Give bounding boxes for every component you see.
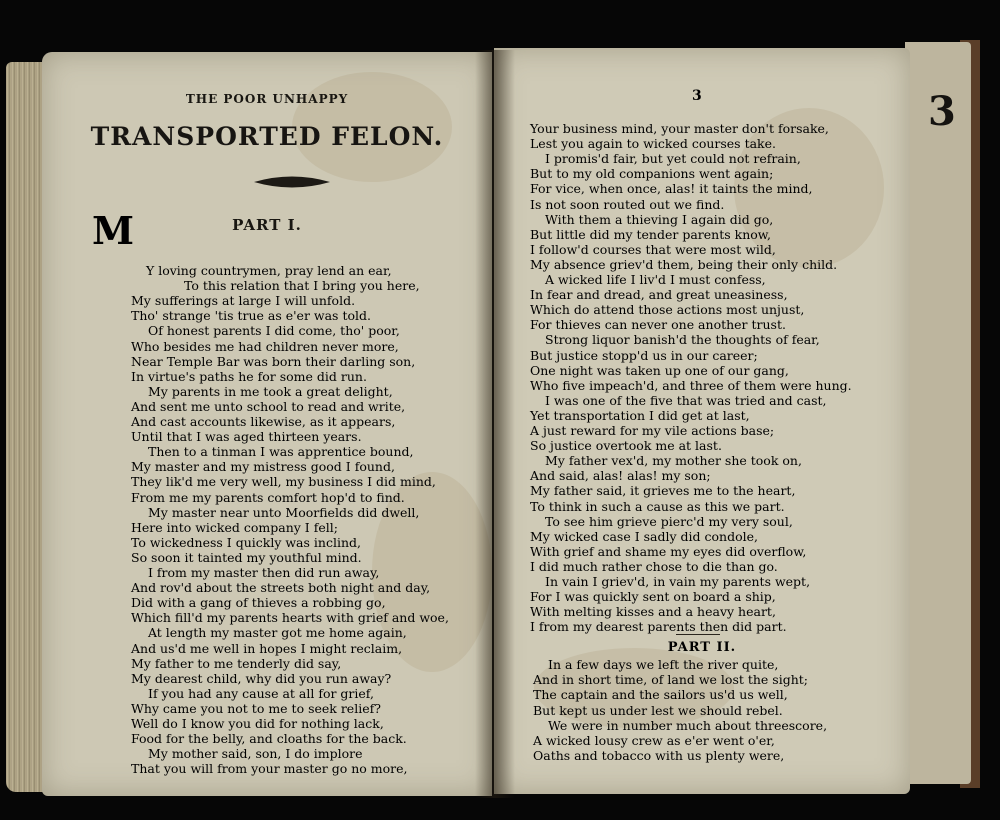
poem-line: But little did my tender parents know,	[530, 226, 771, 242]
underlying-page	[905, 42, 971, 784]
poem-line: I did much rather chose to die than go.	[530, 558, 778, 574]
poem-line: So justice overtook me at last.	[530, 438, 722, 454]
poem-line: In virtue's paths he for some did run.	[131, 368, 367, 384]
poem-line: And rov'd about the streets both night and day,	[131, 580, 431, 596]
poem-line: Then to a tinman I was apprentice bound,	[148, 444, 414, 460]
poem-line: And cast accounts likewise, as it appears,	[131, 414, 396, 429]
poem-line: And us'd me well in hopes I might reclaim,	[131, 640, 403, 656]
poem-line: So soon it tainted my youthful mind.	[131, 549, 362, 565]
poem-line: My master near unto Moorfields did dwell,	[148, 504, 420, 520]
poem-line: Well do I know you did for nothing lack,	[131, 716, 384, 731]
poem-line: In vain I griev'd, in vain my parents wept,	[545, 574, 811, 589]
poem-line: In fear and dread, and great uneasiness,	[530, 287, 788, 303]
poem-line: Y loving countrymen, pray lend an ear,	[146, 263, 392, 278]
poem-line: My sufferings at large I will unfold.	[131, 293, 356, 309]
poem-line: My absence griev'd them, being their only child.	[530, 256, 838, 272]
poem-line: My mother said, son, I do implore	[148, 746, 363, 762]
poem-line: Near Temple Bar was born their darling son,	[131, 353, 416, 369]
poem-line: Did with a gang of thieves a robbing go,	[131, 595, 386, 611]
drop-cap: M	[92, 208, 135, 253]
poem-line: A just reward for my vile actions base;	[530, 423, 775, 438]
poem-line: For vice, when once, alas! it taints the mind,	[530, 181, 813, 197]
poem-line: My dearest child, why did you run away?	[131, 670, 392, 686]
poem-line: To see him grieve pierc'd my very soul,	[545, 513, 793, 529]
poem-line: The captain and the sailors us'd us well,	[533, 687, 788, 703]
poem-line: My master and my mistress good I found,	[131, 459, 395, 475]
poem-line: Until that I was aged thirteen years.	[131, 429, 362, 445]
poem-line: With them a thieving I again did go,	[545, 211, 774, 227]
poem-line: They lik'd me very well, my business I did mind,	[131, 474, 436, 490]
poem-line: Lest you again to wicked courses take.	[530, 136, 776, 152]
poem-line: Tho' strange 'tis true as e'er was told.	[131, 308, 371, 324]
poem-line: My father to me tenderly did say,	[131, 655, 342, 671]
poem-line: Strong liquor banish'd the thoughts of fear,	[545, 332, 820, 348]
poem-line: My wicked case I sadly did condole,	[530, 528, 758, 544]
poem-line: Oaths and tobacco with us plenty were,	[533, 748, 785, 764]
poem-line: Is not soon routed out we find.	[530, 196, 725, 212]
poem-line: Of honest parents I did come, tho' poor,	[148, 323, 400, 339]
poem-line: My father vex'd, my mother she took on,	[545, 453, 802, 469]
running-header: THE POOR UNHAPPY	[185, 92, 349, 106]
poem-line: To think in such a cause as this we part.	[530, 498, 785, 514]
poem-line: I promis'd fair, but yet could not refrain,	[545, 151, 801, 167]
poem-line: My father said, it grieves me to the heart,	[530, 483, 796, 499]
poem-line: One night was taken up one of our gang,	[530, 362, 789, 378]
poem-line: With grief and shame my eyes did overflow,	[530, 543, 807, 559]
poem-line: A wicked life I liv'd I must confess,	[545, 272, 766, 287]
poem-line: I from my master then did run away,	[148, 565, 380, 580]
poem-line: For thieves can never one another trust.	[530, 317, 786, 333]
poem-line: Which fill'd my parents hearts with grief and woe,	[131, 610, 449, 626]
poem-line: Food for the belly, and cloaths for the back.	[131, 731, 407, 747]
poem-line: And in short time, of land we lost the sight;	[533, 672, 809, 688]
poem-line: I follow'd courses that were most wild,	[530, 241, 776, 257]
page-number: 3	[692, 88, 702, 104]
poem-line: My parents in me took a great delight,	[148, 383, 393, 399]
poem-line: That you will from your master go no more,	[131, 761, 408, 777]
poem-line: Yet transportation I did get at last,	[530, 407, 750, 423]
underlying-page-glyph: 3	[928, 88, 956, 135]
poem-line: A wicked lousy crew as e'er went o'er,	[533, 733, 775, 748]
poem-line: And said, alas! alas! my son;	[530, 468, 711, 484]
poem-line: To wickedness I quickly was inclind,	[131, 534, 361, 550]
part-two-heading: PART II.	[667, 640, 737, 655]
part-heading: PART I.	[232, 216, 302, 234]
poem-line: Who five impeach'd, and three of them were hung.	[530, 377, 852, 393]
poem-line: But kept us under lest we should rebel.	[533, 702, 783, 718]
poem-line: From me my parents comfort hop'd to find.	[131, 489, 405, 505]
poem-line: I was one of the five that was tried and cast,	[545, 392, 827, 408]
page-title: TRANSPORTED FELON.	[90, 122, 444, 151]
poem-line: With melting kisses and a heavy heart,	[530, 604, 776, 620]
poem-line: If you had any cause at all for grief,	[148, 685, 374, 701]
book-spine	[475, 50, 515, 798]
poem-line: And sent me unto school to read and write,	[131, 398, 406, 414]
poem-line: Your business mind, your master don't forsake,	[530, 121, 829, 136]
poem-line: Who besides me had children never more,	[131, 338, 399, 354]
poem-line: Here into wicked company I fell;	[131, 519, 338, 535]
poem-line: But justice stopp'd us in our career;	[530, 347, 758, 363]
poem-line: Why came you not to me to seek relief?	[131, 700, 381, 716]
poem-line: I from my dearest parents then did part.	[530, 619, 787, 635]
poem-line: We were in number much about threescore,	[548, 717, 828, 733]
poem-line: But to my old companions went again;	[530, 166, 774, 182]
poem-line: At length my master got me home again,	[148, 625, 407, 641]
poem-line: For I was quickly sent on board a ship,	[530, 589, 776, 605]
poem-line: Which do attend those actions most unjust,	[530, 302, 805, 318]
poem-line: In a few days we left the river quite,	[548, 657, 779, 672]
ornament-divider	[254, 175, 330, 189]
poem-line: To this relation that I bring you here,	[184, 278, 420, 294]
